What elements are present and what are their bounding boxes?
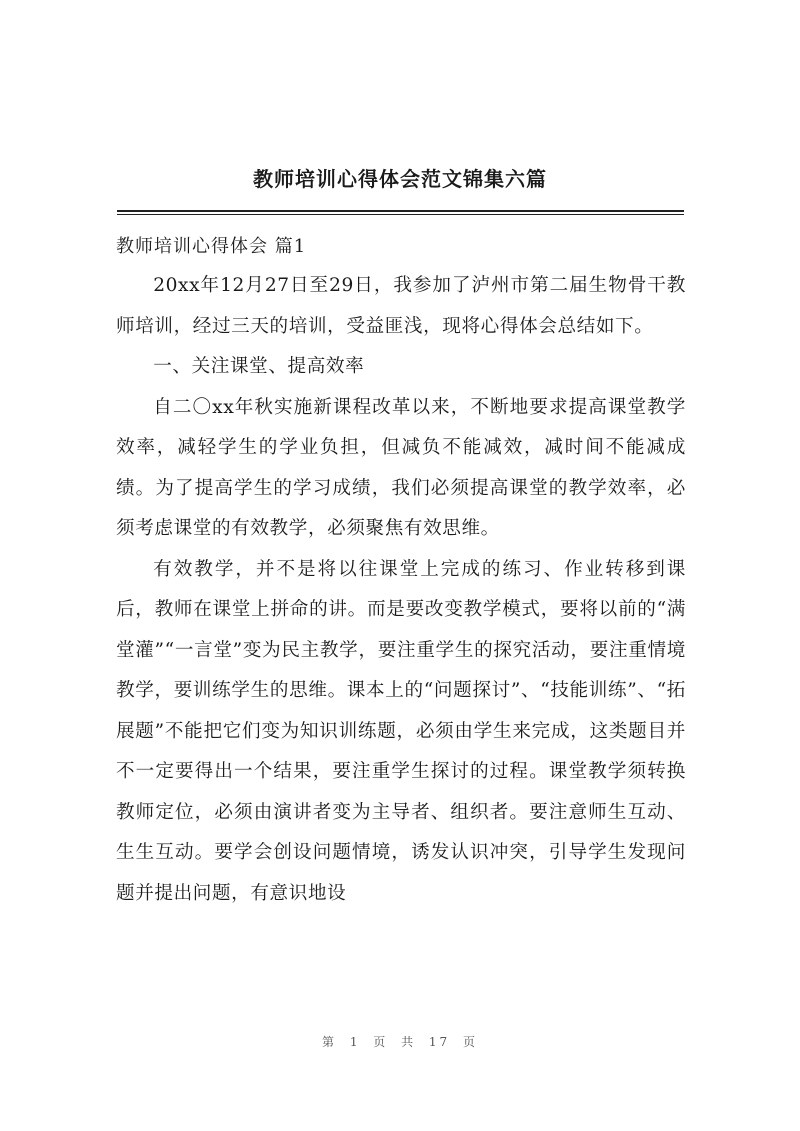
paragraph: 自二〇xx年秋实施新课程改革以来，不断地要求提高课堂教学效率，减轻学生的学业负担，但减负不能减效，减时间不能减成绩。为了提高学生的学习成绩，我们必须提高课堂的教学效率，必须考虑课堂的有效教学，必须聚焦有效思维。 — [116, 396, 686, 539]
section-heading: 教师培训心得体会 篇1 — [116, 236, 307, 257]
paragraph: 有效教学，并不是将以往课堂上完成的练习、作业转移到课后，教师在课堂上拼命的讲。而是要改变教学模式，要将以前的“满堂灌”“一言堂”变为民主教学，要注重学生的探究活动，要注重情境教学，要训练学生的思维。课本上的“问题探讨”、“技能训练”、“拓展题”不能把它们变为知识训练题，必须由学生来完成，这类题目并不一定要得出一个结果，要注重学生探讨的过程。课堂教学须转换教师定位，必须由演讲者变为主导者、组织者。要注意师生互动、生生互动。要学会创设问题情境，诱发认识冲突，引导学生发现问题并提出问题，有意识地设 — [116, 558, 686, 904]
document-body — [116, 266, 686, 914]
paragraph-subheading: 一、关注课堂、提高效率 — [153, 356, 365, 377]
title-divider — [117, 210, 684, 212]
document-title: 教师培训心得体会范文锦集六篇 — [253, 167, 547, 191]
paragraph: 20xx年12月27日至29日，我参加了泸州市第二届生物骨干教师培训，经过三天的培训，受益匪浅，现将心得体会总结如下。 — [116, 275, 686, 337]
page-number-footer: 第 1 页 共 17 页 — [322, 1035, 478, 1049]
title-divider-thin — [117, 214, 684, 215]
